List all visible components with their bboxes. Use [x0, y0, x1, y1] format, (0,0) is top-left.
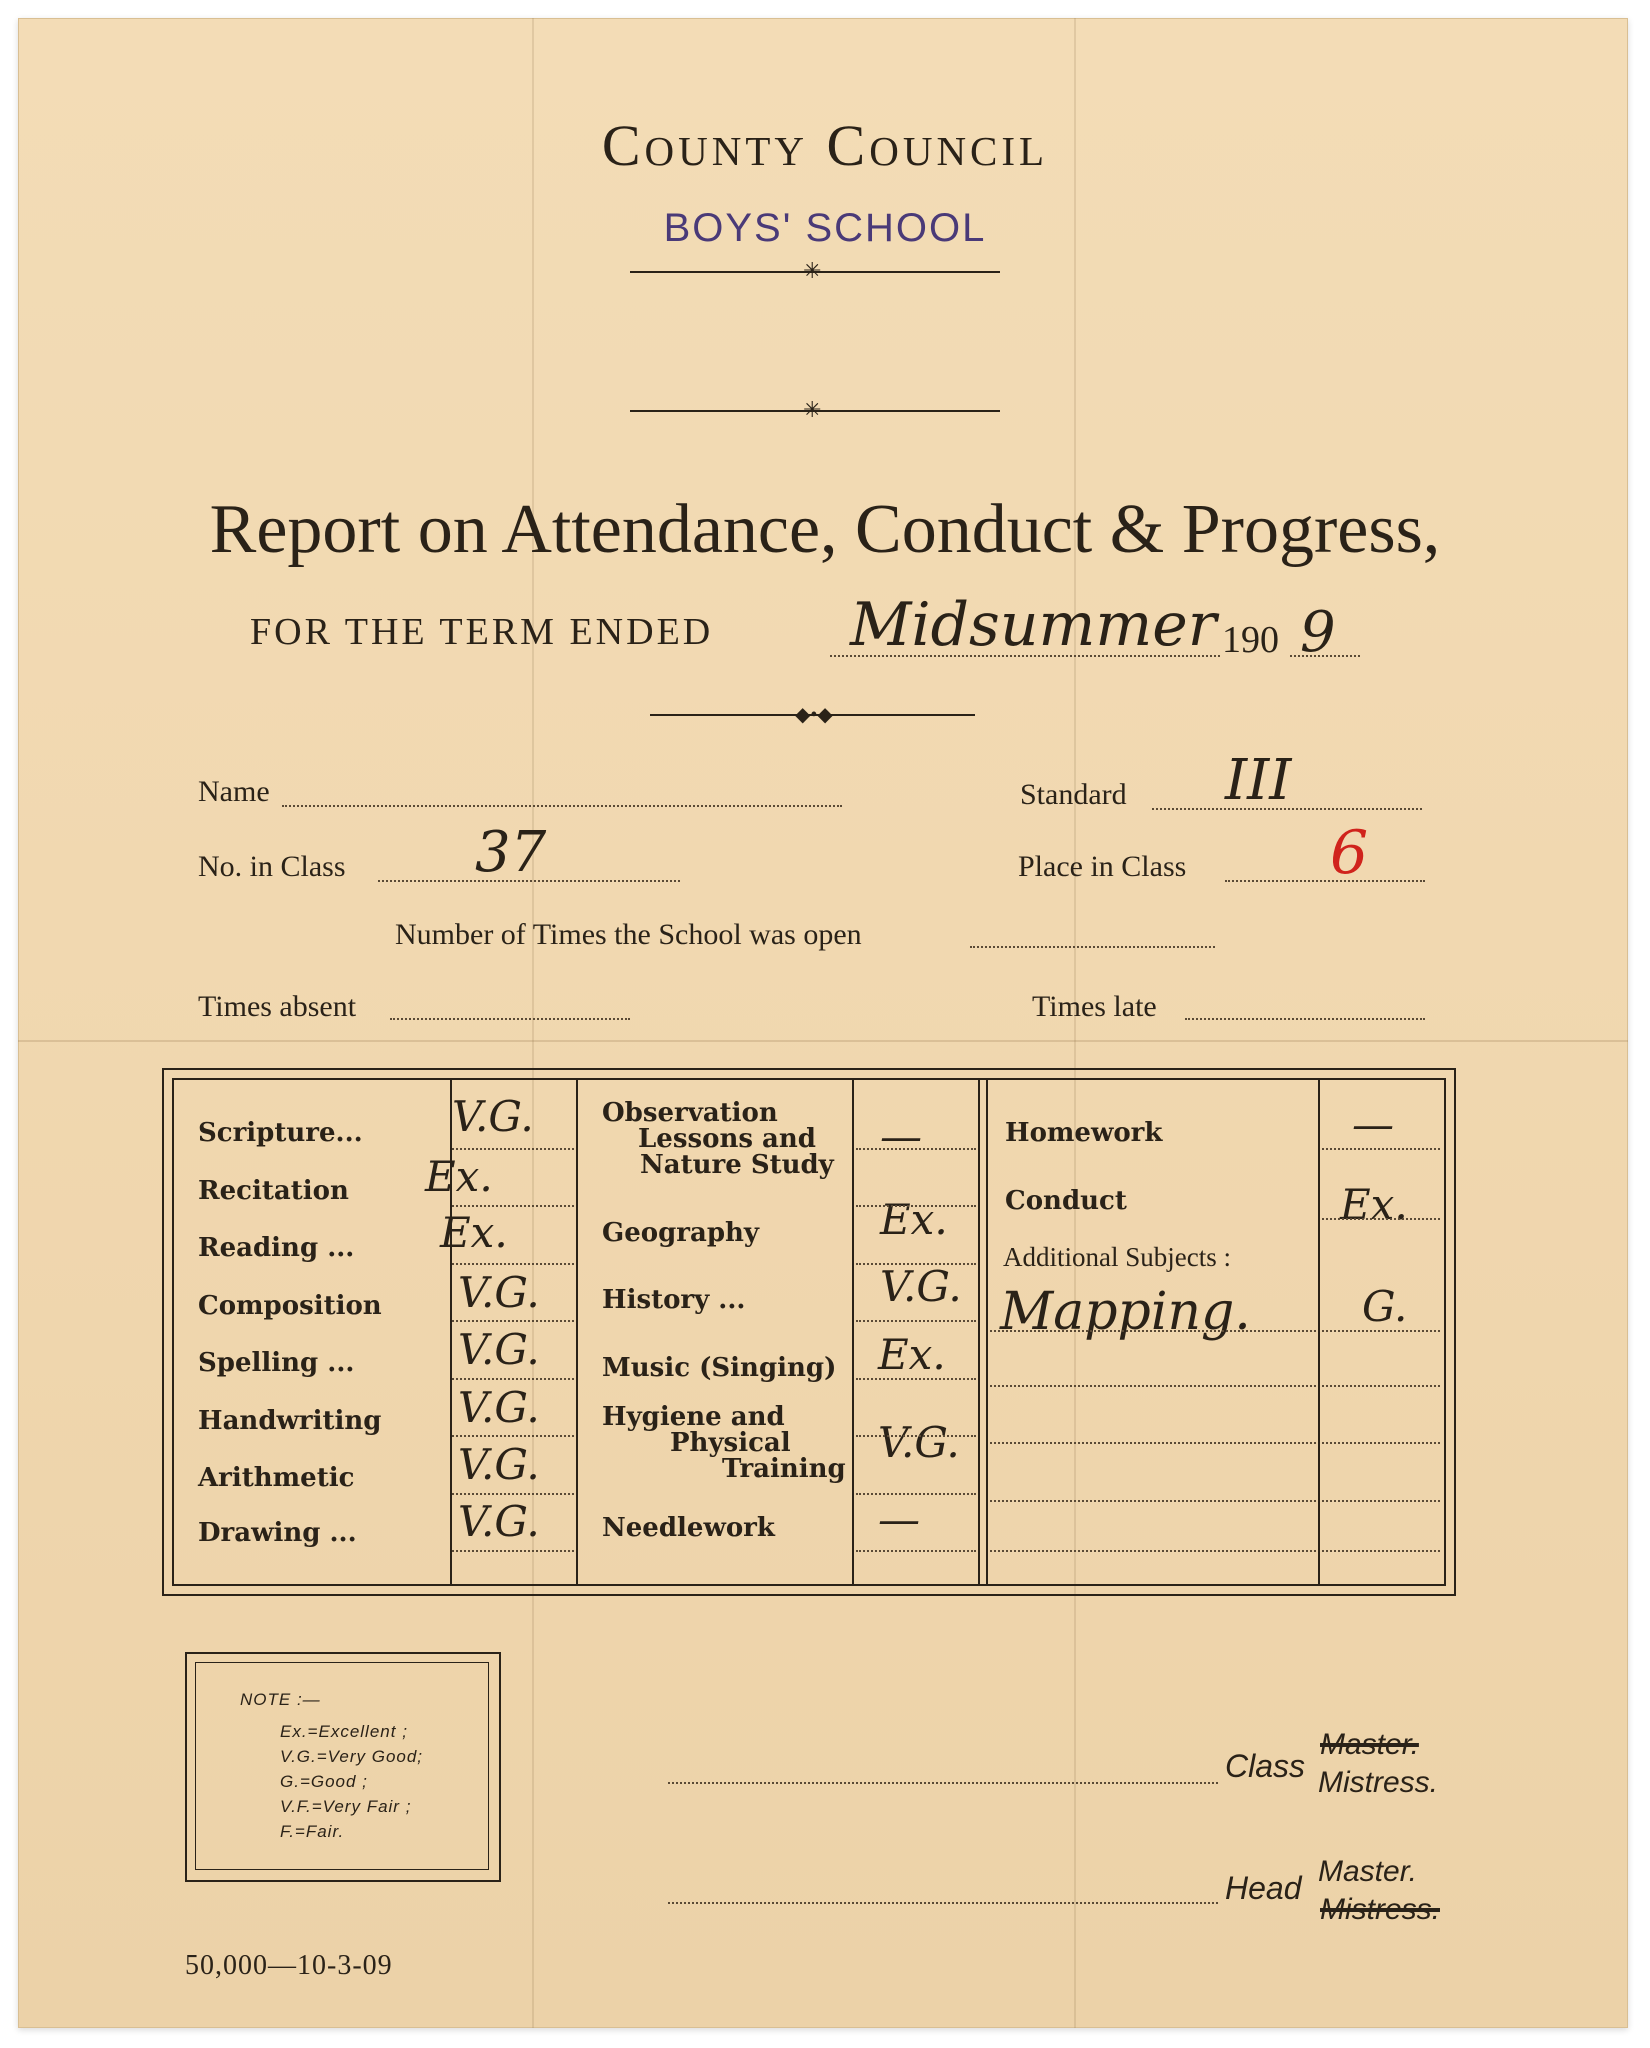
- subject-observation-line2: Lessons and: [638, 1124, 816, 1154]
- row-line: [452, 1435, 574, 1437]
- class-mistress: Mistress.: [1318, 1766, 1438, 1799]
- grade-homework: —: [1352, 1100, 1394, 1149]
- row-line: [452, 1148, 574, 1150]
- note-line: Ex.=Excellent ;: [280, 1722, 408, 1741]
- head-master: Master.: [1318, 1855, 1417, 1888]
- standard-value: III: [1225, 748, 1292, 813]
- head-signature-line: [668, 1902, 1218, 1904]
- times-absent-label: Times absent: [198, 990, 357, 1023]
- name-label: Name: [198, 775, 270, 808]
- grade-composition: V.G.: [458, 1268, 540, 1317]
- note-line: G.=Good ;: [280, 1772, 368, 1791]
- subject-conduct: Conduct: [1005, 1186, 1127, 1216]
- grade-drawing: V.G.: [458, 1497, 540, 1546]
- no-in-class-value: 37: [475, 820, 547, 885]
- grade-scripture: V.G.: [452, 1092, 534, 1141]
- year-prefix: 190: [1222, 619, 1279, 661]
- grade-spelling: V.G.: [458, 1325, 540, 1374]
- row-line: [990, 1500, 1316, 1502]
- row-line: [856, 1263, 976, 1265]
- grade-geography: Ex.: [880, 1195, 948, 1244]
- star-ornament-icon: ✳: [803, 397, 822, 422]
- row-line: [856, 1320, 976, 1322]
- subject-scripture: Scripture...: [198, 1118, 363, 1148]
- subject-drawing: Drawing ...: [198, 1518, 357, 1548]
- row-line: [990, 1442, 1316, 1444]
- row-line: [452, 1205, 574, 1207]
- diamond-ornament-icon: ◆•◆: [795, 704, 833, 726]
- subject-arithmetic: Arithmetic: [198, 1463, 355, 1493]
- column-divider: [1318, 1078, 1320, 1584]
- note-line: V.G.=Very Good;: [280, 1747, 424, 1766]
- row-line: [1322, 1330, 1440, 1332]
- grade-handwriting: V.G.: [458, 1383, 540, 1432]
- fold-line: [532, 18, 534, 2028]
- subject-homework: Homework: [1005, 1118, 1163, 1148]
- grade-history: V.G.: [880, 1262, 962, 1311]
- report-title: Report on Attendance, Conduct & Progress,: [209, 491, 1441, 568]
- place-label: Place in Class: [1018, 850, 1187, 883]
- grade-arithmetic: V.G.: [458, 1440, 540, 1489]
- subject-hygiene-line1: Hygiene and: [602, 1402, 785, 1432]
- grade-reading: Ex.: [440, 1208, 508, 1257]
- column-divider: [986, 1078, 988, 1584]
- class-signature-label: Class: [1225, 1748, 1306, 1784]
- standard-label: Standard: [1020, 778, 1127, 811]
- row-line: [1322, 1148, 1440, 1150]
- subject-handwriting: Handwriting: [198, 1406, 382, 1436]
- name-field: [282, 805, 842, 807]
- note-line: F.=Fair.: [280, 1822, 345, 1841]
- grade-mapping: G.: [1362, 1282, 1408, 1331]
- row-line: [452, 1320, 574, 1322]
- row-line: [452, 1493, 574, 1495]
- times-absent-field: [390, 1018, 630, 1020]
- note-line: V.F.=Very Fair ;: [280, 1797, 412, 1816]
- column-divider: [576, 1078, 578, 1584]
- grade-recitation: Ex.: [425, 1152, 493, 1201]
- row-line: [1322, 1500, 1440, 1502]
- subject-hygiene-line2: Physical: [670, 1428, 791, 1458]
- place-field: [1225, 880, 1425, 882]
- star-ornament-icon: ✳: [803, 258, 822, 283]
- head-signature-label: Head: [1225, 1870, 1302, 1906]
- subject-observation-line1: Observation: [602, 1098, 778, 1128]
- note-heading: NOTE :—: [240, 1690, 321, 1709]
- row-line: [1322, 1442, 1440, 1444]
- fold-line: [18, 1040, 1628, 1042]
- subject-reading: Reading ...: [198, 1233, 355, 1263]
- no-in-class-label: No. in Class: [198, 850, 346, 883]
- class-master-struck: Master.: [1320, 1728, 1419, 1761]
- grade-needlework: —: [878, 1495, 920, 1544]
- year-digit: 9: [1300, 600, 1336, 665]
- subject-geography: Geography: [602, 1218, 760, 1248]
- head-mistress-struck: Mistress.: [1320, 1893, 1440, 1926]
- additional-subject-mapping: Mapping.: [1000, 1282, 1251, 1342]
- grade-observation: —: [880, 1112, 922, 1161]
- row-line: [1322, 1218, 1440, 1220]
- grade-conduct: Ex.: [1340, 1180, 1408, 1229]
- row-line: [452, 1263, 574, 1265]
- council-heading: County Council: [601, 113, 1049, 178]
- row-line: [1322, 1550, 1440, 1552]
- subject-observation-line3: Nature Study: [640, 1150, 834, 1180]
- subject-history: History ...: [602, 1285, 746, 1315]
- subject-composition: Composition: [198, 1291, 382, 1321]
- row-line: [856, 1378, 976, 1380]
- term-label: FOR THE TERM ENDED: [250, 611, 714, 653]
- subject-music: Music (Singing): [602, 1353, 837, 1383]
- grade-hygiene: V.G.: [878, 1418, 960, 1467]
- grade-music: Ex.: [878, 1330, 946, 1379]
- print-code: 50,000—10-3-09: [185, 1950, 393, 1981]
- row-line: [1322, 1385, 1440, 1387]
- class-signature-line: [668, 1782, 1218, 1784]
- row-line: [856, 1148, 976, 1150]
- row-line: [856, 1435, 976, 1437]
- row-line: [990, 1385, 1316, 1387]
- times-open-field: [970, 946, 1215, 948]
- additional-subjects-label: Additional Subjects :: [1003, 1242, 1231, 1272]
- times-late-label: Times late: [1032, 990, 1157, 1023]
- row-line: [990, 1330, 1316, 1332]
- column-divider: [978, 1078, 980, 1584]
- row-line: [856, 1493, 976, 1495]
- subject-spelling: Spelling ...: [198, 1348, 355, 1378]
- subject-recitation: Recitation: [198, 1176, 349, 1206]
- row-line: [856, 1550, 976, 1552]
- row-line: [990, 1550, 1316, 1552]
- times-open-label: Number of Times the School was open: [395, 918, 862, 951]
- column-divider: [852, 1078, 854, 1584]
- school-stamp: BOYS' SCHOOL: [663, 206, 987, 250]
- row-line: [452, 1550, 574, 1552]
- row-line: [856, 1205, 976, 1207]
- subject-hygiene-line3: Training: [722, 1454, 846, 1484]
- place-value: 6: [1330, 818, 1369, 888]
- subject-needlework: Needlework: [602, 1513, 775, 1543]
- term-value: Midsummer: [850, 590, 1217, 660]
- term-line: [250, 610, 713, 654]
- times-late-field: [1185, 1018, 1425, 1020]
- row-line: [452, 1378, 574, 1380]
